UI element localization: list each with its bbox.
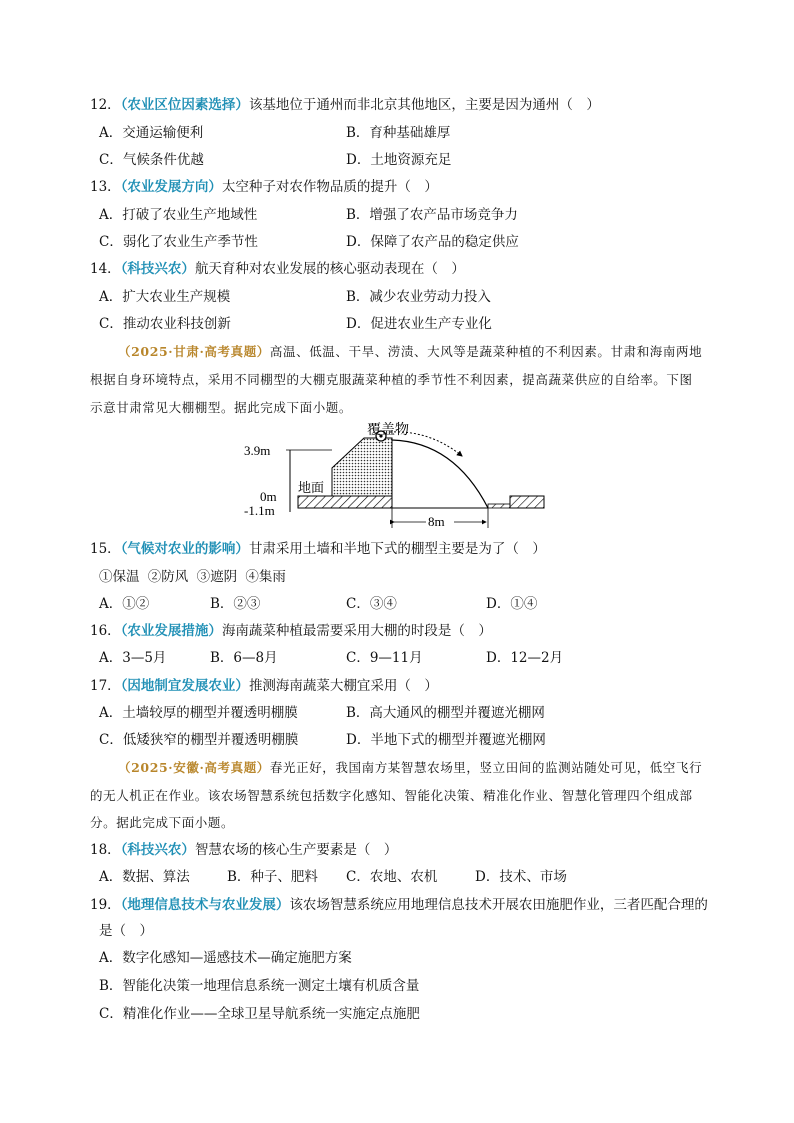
material1-line2: 根据自身环境特点，采用不同棚型的大棚克服蔬菜种植的季节性不利因素，提高蔬菜供应的自给率。下图 [90, 372, 693, 387]
q15-number: 15． [90, 541, 121, 557]
q17-option-b[interactable]: B．高大通风的棚型并覆遮光棚网 [346, 705, 545, 721]
q15-option-b[interactable]: B．②③ [210, 596, 261, 612]
q18-stem [90, 841, 397, 859]
label-width: 8m [428, 514, 445, 529]
q15-text: 甘肃采用土墙和半地下式的棚型主要是为了（ ） [248, 541, 546, 557]
q12-text: 该基地位于通州而非北京其他地区，主要是因为通州（ ） [248, 97, 600, 113]
q18-text: 智慧农场的核心生产要素是（ ） [194, 842, 398, 858]
q14-option-c[interactable]: C．推动农业科技创新 [99, 316, 231, 332]
label-ground: 地面 [298, 480, 325, 495]
q15-option-a[interactable]: A．①② [99, 596, 150, 612]
q15-option-d[interactable]: D．①④ [486, 596, 538, 612]
material2-line3: 分。据此完成下面小题。 [90, 815, 235, 830]
q13-tag: （农业发展方向） [120, 179, 222, 195]
q12-tag: （农业区位因素选择） [120, 97, 249, 113]
q19-option-c[interactable]: C．精准化作业——全球卫星导航系统一实施定点施肥 [99, 1006, 420, 1022]
q18-tag: （科技兴农） [120, 842, 195, 858]
label-zero: 0m [260, 489, 277, 504]
earth-wall [332, 438, 392, 496]
ground-hatch-left [298, 496, 392, 508]
q14-option-b[interactable]: B．减少农业劳动力投入 [346, 289, 491, 305]
q15-tag: （气候对农业的影响） [120, 541, 249, 557]
q16-number: 16． [90, 623, 121, 639]
q19-number: 19． [90, 897, 121, 913]
q15-option-c[interactable]: C．③④ [346, 596, 397, 612]
q17-stem [90, 677, 438, 695]
q19-text: 该农场智慧系统应用地理信息技术开展农田施肥作业，三者匹配合理的 [289, 897, 708, 913]
ground-hatch-right [510, 496, 544, 508]
q16-option-c[interactable]: C．9—11月 [346, 650, 423, 666]
label-cover: 覆盖物 [367, 423, 409, 438]
q14-text: 航天育种对农业发展的核心驱动表现在（ ） [194, 261, 465, 277]
q14-tag: （科技兴农） [120, 261, 195, 277]
q12-option-a[interactable]: A．交通运输便利 [99, 125, 204, 141]
q17-tag: （因地制宜发展农业） [120, 678, 249, 694]
q16-option-d[interactable]: D．12—2月 [486, 650, 564, 666]
q17-option-c[interactable]: C．低矮狭窄的棚型并覆透明棚膜 [99, 732, 299, 748]
material1-line1 [118, 343, 702, 361]
q18-option-b[interactable]: B．种子、肥料 [227, 869, 318, 885]
q12-option-d[interactable]: D．土地资源充足 [346, 152, 452, 168]
q14-option-a[interactable]: A．扩大农业生产规模 [99, 289, 231, 305]
q18-option-c[interactable]: C．农地、农机 [346, 869, 438, 885]
q12-option-c[interactable]: C．气候条件优越 [99, 152, 204, 168]
q13-option-a[interactable]: A．打破了农业生产地域性 [99, 207, 258, 223]
q18-option-a[interactable]: A．数据、算法 [99, 869, 190, 885]
q19-stem-cont: 是（ ） [99, 923, 153, 939]
q13-option-c[interactable]: C．弱化了农业生产季节性 [99, 234, 258, 250]
material1-line3: 示意甘肃常见大棚棚型。据此完成下面小题。 [90, 400, 353, 415]
material1-text-1: 高温、低温、干旱、涝渍、大风等是蔬菜种植的不利因素。甘肃和海南两地 [269, 344, 703, 359]
q13-number: 13． [90, 179, 121, 195]
q16-option-a[interactable]: A．3—5月 [99, 650, 167, 666]
label-depth: -1.1m [244, 503, 275, 518]
q13-option-b[interactable]: B．增强了农产品市场竞争力 [346, 207, 518, 223]
label-height: 3.9m [244, 443, 271, 458]
material2-text-1: 春光正好，我国南方某智慧农场里，竖立田间的监测站随处可见，低空飞行 [269, 760, 703, 775]
q15-stem [90, 540, 546, 558]
q12-stem [90, 96, 600, 114]
material2-source-tag: （2025·安徽·高考真题） [118, 760, 270, 775]
q14-stem [90, 260, 465, 278]
roof-arc [392, 440, 488, 508]
q15-items: ①保温 ②防风 ③遮阴 ④集雨 [99, 569, 286, 585]
q14-option-d[interactable]: D．促进农业生产专业化 [346, 316, 492, 332]
q12-option-b[interactable]: B．育种基础雄厚 [346, 125, 451, 141]
material2-line1 [118, 759, 702, 777]
q13-option-d[interactable]: D．保障了农产品的稳定供应 [346, 234, 519, 250]
q18-number: 18． [90, 842, 121, 858]
q19-stem [90, 896, 708, 914]
q12-number: 12． [90, 97, 121, 113]
q16-stem [90, 622, 492, 640]
q13-text: 太空种子对农作物品质的提升（ ） [221, 179, 438, 195]
q17-option-a[interactable]: A．土墙较厚的棚型并覆透明棚膜 [99, 705, 298, 721]
q19-tag: （地理信息技术与农业发展） [120, 897, 290, 913]
q17-option-d[interactable]: D．半地下式的棚型并覆遮光棚网 [346, 732, 546, 748]
q14-number: 14． [90, 261, 121, 277]
q16-option-b[interactable]: B．6—8月 [210, 650, 278, 666]
q17-text: 推测海南蔬菜大棚宜采用（ ） [248, 678, 438, 694]
material2-line2: 的无人机正在作业。该农场智慧系统包括数字化感知、智能化决策、精准化作业、智慧化管理四个组成部 [90, 788, 693, 803]
q13-stem [90, 178, 438, 196]
material1-source-tag: （2025·甘肃·高考真题） [118, 344, 270, 359]
q18-option-d[interactable]: D．技术、市场 [475, 869, 567, 885]
q19-option-a[interactable]: A．数字化感知—遥感技术—确定施肥方案 [99, 950, 352, 966]
greenhouse-diagram [240, 420, 560, 532]
q16-text: 海南蔬菜种植最需要采用大棚的时段是（ ） [221, 623, 492, 639]
q19-option-b[interactable]: B．智能化决策一地理信息系统一测定土壤有机质含量 [99, 978, 420, 994]
q17-number: 17． [90, 678, 121, 694]
q16-tag: （农业发展措施） [120, 623, 222, 639]
